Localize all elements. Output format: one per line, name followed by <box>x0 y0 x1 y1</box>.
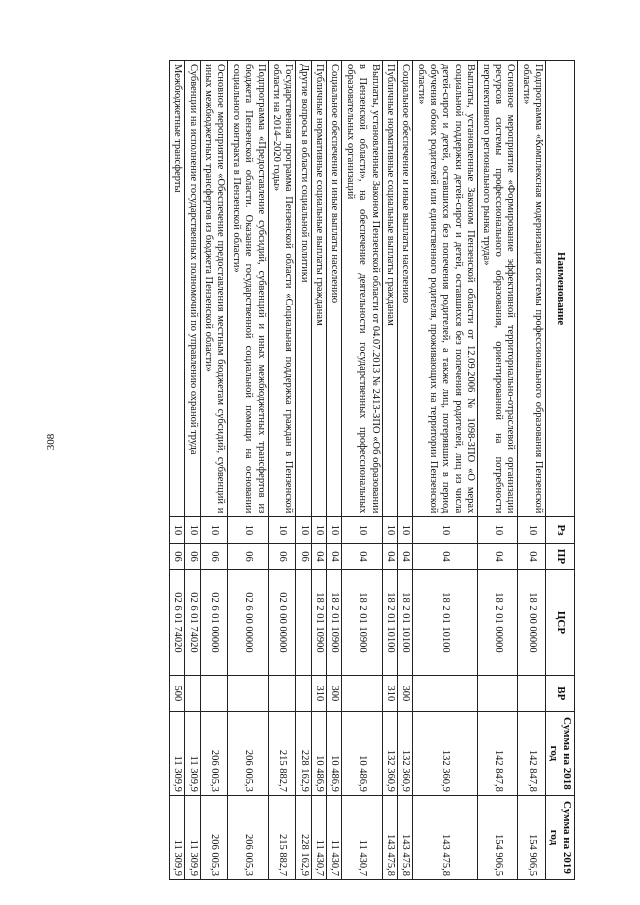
cell-sum2019: 11 430,7 <box>311 795 326 879</box>
cell-vr <box>413 675 478 711</box>
cell-pr: 04 <box>327 543 342 569</box>
cell-csr <box>296 570 311 676</box>
cell-vr: 310 <box>311 675 326 711</box>
cell-csr: 02 6 01 74020 <box>169 570 184 676</box>
header-sum-2019: Сумма на 2019 год <box>546 795 575 879</box>
cell-vr: 500 <box>169 675 184 711</box>
cell-rz: 10 <box>327 517 342 543</box>
cell-sum2019: 11 430,7 <box>342 795 382 879</box>
cell-pr: 04 <box>382 543 397 569</box>
cell-pr: 06 <box>228 543 268 569</box>
cell-csr: 18 2 01 10900 <box>327 570 342 676</box>
cell-sum2018: 206 005,3 <box>200 711 228 795</box>
cell-vr <box>478 675 518 711</box>
header-csr: ЦСР <box>546 570 575 676</box>
cell-rz: 10 <box>478 517 518 543</box>
cell-rz: 10 <box>169 517 184 543</box>
cell-sum2019: 11 430,7 <box>327 795 342 879</box>
cell-name: Подпрограмма «Предоставление субсидий, субвенций и иных межбюджетных трансфертов из бюджета Пензенской области. Оказание государственной социальной помощи на основании социального контракта в Пензенской области» <box>228 61 268 517</box>
header-name: Наименование <box>546 61 575 517</box>
cell-vr <box>518 675 546 711</box>
cell-vr <box>342 675 382 711</box>
cell-sum2018: 10 486,9 <box>327 711 342 795</box>
cell-rz: 10 <box>311 517 326 543</box>
header-rz: Рз <box>546 517 575 543</box>
cell-vr: 300 <box>397 675 412 711</box>
cell-vr: 310 <box>382 675 397 711</box>
table-row <box>169 61 184 880</box>
cell-rz: 10 <box>228 517 268 543</box>
cell-csr: 18 2 01 10100 <box>397 570 412 676</box>
cell-pr: 04 <box>311 543 326 569</box>
header-sum-2018: Сумма на 2018 год <box>546 711 575 795</box>
cell-sum2018: 11 309,9 <box>169 711 184 795</box>
cell-rz: 10 <box>397 517 412 543</box>
cell-vr <box>228 675 268 711</box>
cell-sum2018: 142 847,8 <box>518 711 546 795</box>
table-row <box>518 61 546 880</box>
cell-pr: 06 <box>169 543 184 569</box>
cell-csr: 02 6 00 00000 <box>228 570 268 676</box>
cell-sum2019: 206 005,3 <box>200 795 228 879</box>
cell-name: Субвенции на исполнение государственных полномочий по управлению охраной труда <box>185 61 200 517</box>
cell-pr: 06 <box>296 543 311 569</box>
cell-vr <box>200 675 228 711</box>
cell-sum2018: 132 360,9 <box>382 711 397 795</box>
page-number: 308 <box>45 433 57 451</box>
table-row <box>478 61 518 880</box>
cell-sum2018: 10 486,9 <box>311 711 326 795</box>
cell-sum2018: 142 847,8 <box>478 711 518 795</box>
cell-rz: 10 <box>268 517 296 543</box>
cell-sum2019: 154 906,5 <box>478 795 518 879</box>
budget-table <box>169 60 575 880</box>
cell-sum2018: 10 486,9 <box>342 711 382 795</box>
cell-rz: 10 <box>342 517 382 543</box>
table-row <box>185 61 200 880</box>
cell-sum2019: 143 475,8 <box>397 795 412 879</box>
cell-sum2018: 132 360,9 <box>397 711 412 795</box>
cell-name: Другие вопросы в области социальной политики <box>296 61 311 517</box>
table-row <box>397 61 412 880</box>
cell-vr <box>296 675 311 711</box>
cell-csr: 18 2 01 10900 <box>342 570 382 676</box>
table-row <box>342 61 382 880</box>
cell-vr <box>268 675 296 711</box>
cell-sum2019: 143 475,8 <box>382 795 397 879</box>
table-row <box>200 61 228 880</box>
cell-csr: 18 2 01 10100 <box>382 570 397 676</box>
cell-csr: 02 6 01 00000 <box>200 570 228 676</box>
cell-csr: 18 2 01 10100 <box>413 570 478 676</box>
cell-rz: 10 <box>296 517 311 543</box>
cell-name: Публичные нормативные социальные выплаты гражданам <box>311 61 326 517</box>
cell-sum2019: 143 475,8 <box>413 795 478 879</box>
cell-sum2019: 11 309,9 <box>185 795 200 879</box>
cell-name: Выплаты, установленные Законом Пензенской области от 12.09.2006 № 1098-ЗПО «О мерах социальной поддержки детей-сирот и детей, оставшихся без попечения родителей, лиц из числа детей-сирот и детей, оставшихся без попечения родителей, а также лиц, потерявших в период обучения обоих родителей или единственного родителя, проживающих на территории Пензенской области» <box>413 61 478 517</box>
cell-pr: 06 <box>185 543 200 569</box>
cell-sum2018: 132 360,9 <box>413 711 478 795</box>
cell-name: Социальное обеспечение и иные выплаты населению <box>327 61 342 517</box>
cell-pr: 06 <box>200 543 228 569</box>
table-row <box>311 61 326 880</box>
cell-csr: 02 0 00 00000 <box>268 570 296 676</box>
cell-sum2018: 228 162,9 <box>296 711 311 795</box>
cell-pr: 04 <box>397 543 412 569</box>
cell-name: Публичные нормативные социальные выплаты гражданам <box>382 61 397 517</box>
cell-name: Основное мероприятие «Формирование эффективной территориально-отраслевой организации ресурсов системы профессионального образования, ориентированной на потребности перспективного регионального рынка труда» <box>478 61 518 517</box>
table-row <box>268 61 296 880</box>
cell-name: Государственная программа Пензенской области «Социальная поддержка граждан в Пензенской области на 2014–2020 годы» <box>268 61 296 517</box>
table-row <box>413 61 478 880</box>
cell-csr: 18 2 00 00000 <box>518 570 546 676</box>
table-row <box>296 61 311 880</box>
cell-pr: 06 <box>268 543 296 569</box>
cell-vr: 300 <box>327 675 342 711</box>
header-vr: ВР <box>546 675 575 711</box>
table-row <box>228 61 268 880</box>
cell-pr: 04 <box>413 543 478 569</box>
cell-name: Основное мероприятие «Обеспечение предоставления местным бюджетам субсидий, субвенций и иных межбюджетных трансфертов из бюджета Пензенской области» <box>200 61 228 517</box>
cell-rz: 10 <box>413 517 478 543</box>
cell-rz: 10 <box>382 517 397 543</box>
cell-sum2018: 11 309,9 <box>185 711 200 795</box>
header-pr: ПР <box>546 543 575 569</box>
cell-rz: 10 <box>518 517 546 543</box>
cell-name: Выплаты, установленные Законом Пензенской области от 04.07.2013 № 2413-ЗПО «Об образовании в Пензенской области», на обеспечение деятельности государственных профессиональных образовательных организаций <box>342 61 382 517</box>
cell-pr: 04 <box>342 543 382 569</box>
cell-sum2019: 206 005,3 <box>228 795 268 879</box>
cell-rz: 10 <box>185 517 200 543</box>
rotated-page <box>55 60 575 880</box>
table-header-row <box>546 61 575 880</box>
table-body <box>169 61 545 880</box>
cell-sum2018: 215 882,7 <box>268 711 296 795</box>
cell-name: Социальное обеспечение и иные выплаты населению <box>397 61 412 517</box>
cell-sum2018: 206 005,3 <box>228 711 268 795</box>
cell-csr: 02 6 01 74020 <box>185 570 200 676</box>
cell-pr: 04 <box>478 543 518 569</box>
cell-vr <box>185 675 200 711</box>
cell-sum2019: 228 162,9 <box>296 795 311 879</box>
cell-sum2019: 11 309,9 <box>169 795 184 879</box>
cell-pr: 04 <box>518 543 546 569</box>
cell-csr: 18 2 01 00000 <box>478 570 518 676</box>
table-row <box>327 61 342 880</box>
cell-csr: 18 2 01 10900 <box>311 570 326 676</box>
cell-sum2019: 215 882,7 <box>268 795 296 879</box>
cell-rz: 10 <box>200 517 228 543</box>
cell-name: Межбюджетные трансферты <box>169 61 184 517</box>
cell-name: Подпрограмма «Комплексная модернизация системы профессионального образования Пензенской области» <box>518 61 546 517</box>
cell-sum2019: 154 906,5 <box>518 795 546 879</box>
table-row <box>382 61 397 880</box>
